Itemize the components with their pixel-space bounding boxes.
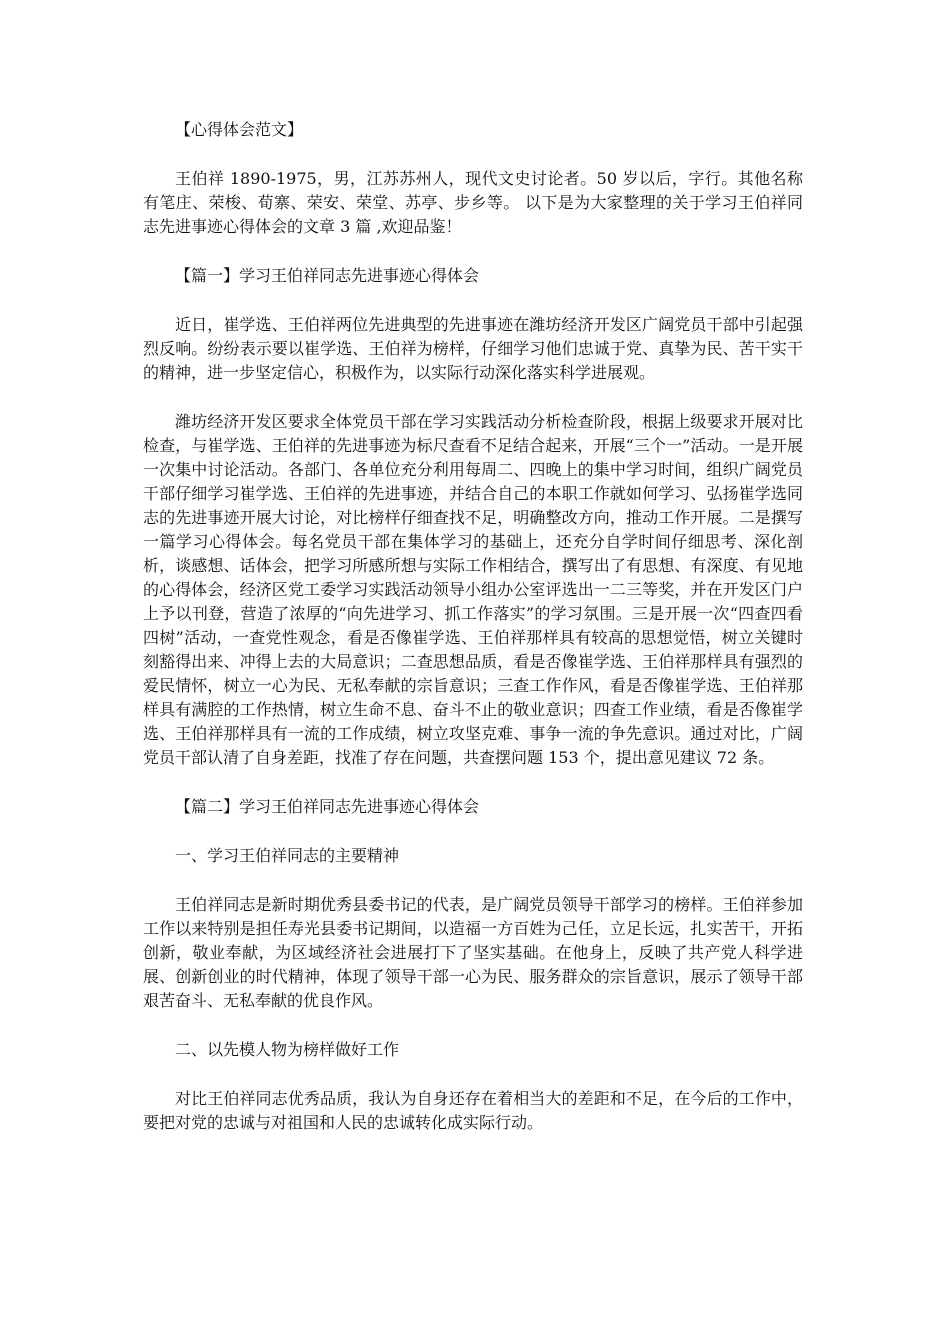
body-paragraph: 潍坊经济开发区要求全体党员干部在学习实践活动分析检查阶段，根据上级要求开展对比检查，与崔学选、王伯祥的先进事迹为标尺查看不足结合起来，开展“三个一”活动。一是开展一次集中讨论活动。各部门、各单位充分利用每周二、四晚上的集中学习时间，组织广阔党员干部仔细学习崔学选、王伯祥的先进事迹，并结合自己的本职工作就如何学习、弘扬崔学选同志的先进事迹开展大讨论，对比榜样仔细查找不足，明确整改方向，推动工作开展。二是撰写一篇学习心得体会。每名党员干部在集体学习的基础上，还充分自学时间仔细思考、深化剖析，谈感想、话体会，把学习所感所想与实际工作相结合，撰写出了有思想、有深度、有见地的心得体会，经济区党工委学习实践活动领导小组办公室评选出一二三等奖，并在开发区门户上予以刊登，营造了浓厚的“向先进学习、抓工作落实”的学习氛围。三是开展一次“四查四看四树”活动，一查党性观念，看是否像崔学选、王伯祥那样具有较高的思想觉悟，树立关键时刻豁得出来、冲得上去的大局意识；二查思想品质，看是否像崔学选、王伯祥那样具有强烈的爱民情怀，树立一心为民、无私奉献的宗旨意识；三查工作作风，看是否像崔学选、王伯祥那样具有满腔的工作热情，树立生命不息、奋斗不止的敬业意识；四查工作业绩，看是否像崔学选、王伯祥那样具有一流的工作成绩，树立攻坚克难、事争一流的争先意识。通过对比，广阔党员干部认清了自身差距，找准了存在问题，共查摆问题 153 个，提出意见建议 72 条。 (143, 412, 803, 767)
subsection-heading: 一、学习王伯祥同志的主要精神 (175, 846, 400, 865)
subsection-heading: 二、以先模人物为榜样做好工作 (175, 1040, 400, 1059)
document-page (143, 118, 803, 1160)
body-paragraph: 王伯祥同志是新时期优秀县委书记的代表，是广阔党员领导干部学习的榜样。王伯祥参加工作以来特别是担任寿光县委书记期间，以造福一方百姓为己任，立足长远，扎实苦干，开拓创新，敬业奉献，为区域经济社会进展打下了坚实基础。在他身上，反映了共产党人科学进展、创新创业的时代精神，体现了领导干部一心为民、服务群众的宗旨意识，展示了领导干部艰苦奋斗、无私奉献的优良作风。 (143, 895, 803, 1010)
body-paragraph: 近日，崔学选、王伯祥两位先进典型的先进事迹在潍坊经济开发区广阔党员干部中引起强烈反响。纷纷表示要以崔学选、王伯祥为榜样，仔细学习他们忠诚于党、真挚为民、苦干实干的精神，进一步坚定信心，积极作为，以实际行动深化落实科学进展观。 (143, 315, 803, 382)
body-paragraph: 对比王伯祥同志优秀品质，我认为自身还存在着相当大的差距和不足，在今后的工作中，要把对党的忠诚与对祖国和人民的忠诚转化成实际行动。 (143, 1089, 803, 1132)
section-two-heading: 【篇二】学习王伯祥同志先进事迹心得体会 (175, 797, 480, 816)
intro-paragraph: 王伯祥 1890-1975，男，江苏苏州人，现代文史讨论者。50 岁以后，字行。其他名称有笔庄、荣梭、荀寨、荣安、荣堂、苏亭、步乡等。 以下是为大家整理的关于学习王伯祥同志先进事迹心得体会的文章 3 篇 ,欢迎品鉴！ (143, 169, 803, 236)
section-one-heading: 【篇一】学习王伯祥同志先进事迹心得体会 (175, 266, 480, 285)
document-heading: 【心得体会范文】 (175, 120, 304, 139)
